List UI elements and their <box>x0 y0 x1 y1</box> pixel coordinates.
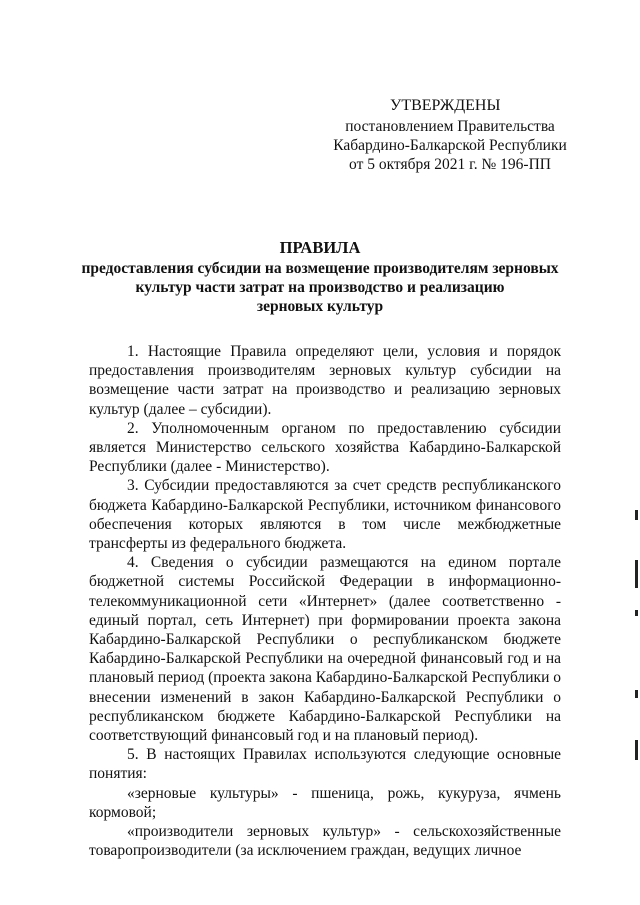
paragraph-1: 1. Настоящие Правила определяют цели, условия и порядок предоставления производителям зерновых культур субсидии на возмещение части затрат на производство и реализацию зерновых культур (далее – субсидии). <box>89 343 561 418</box>
paragraph-2: 2. Уполномоченным органом по предоставлению субсидии является Министерство сельского хозяйства Кабардино-Балкарской Республики (далее - Министерство). <box>89 419 561 476</box>
scan-edge-mark <box>635 560 638 588</box>
approval-stamp <box>300 96 600 174</box>
title-subtitle-line-1: предоставления субсидии на возмещение производителям зерновых <box>81 260 559 277</box>
document-body <box>89 342 561 860</box>
approval-line-1: постановлением Правительства <box>345 118 555 135</box>
scan-edge-mark <box>635 510 638 520</box>
scan-edge-mark <box>635 690 638 698</box>
paragraph-definition-2: «производители зерновых культур» - сельскохозяйственные товаропроизводители (за исключением граждан, ведущих личное <box>89 823 561 860</box>
scan-edge-mark <box>635 610 638 616</box>
paragraph-5: 5. В настоящих Правилах используются следующие основные понятия: <box>89 746 561 783</box>
paragraph-4: 4. Сведения о субсидии размещаются на едином портале бюджетной системы Российской Федерации в информационно-телекоммуникационной сети «Интернет» (далее соответственно - единый портал, сеть Интернет) при формировании проекта закона Кабардино-Балкарской Республики о республиканском бюджете Кабардино-Балкарской Республики на очередной финансовый год и на плановый период (проекта закона Кабардино-Балкарской Республики о внесении изменений в закон Кабардино-Балкарской Республики о республиканском бюджете Кабардино-Балкарской Республики на соответствующий финансовый год и на плановый период). <box>89 554 561 745</box>
approval-heading: УТВЕРЖДЕНЫ <box>390 97 501 114</box>
title-main: ПРАВИЛА <box>279 238 361 257</box>
title-subtitle-line-3: зерновых культур <box>256 298 384 315</box>
approval-line-3: от 5 октября 2021 г. № 196-ПП <box>349 156 551 173</box>
paragraph-3: 3. Субсидии предоставляются за счет средств республиканского бюджета Кабардино-Балкарской Республики, источником финансового обеспечения которых являются в том числе межбюджетные трансферты из федерального бюджета. <box>89 477 561 553</box>
paragraph-definition-1: «зерновые культуры» - пшеница, рожь, кукуруза, ячмень кормовой; <box>89 784 561 821</box>
approval-line-2: Кабардино-Балкарской Республики <box>333 137 567 154</box>
scan-edge-mark <box>635 740 638 760</box>
title-subtitle-line-2: культур части затрат на производство и реализацию <box>135 279 505 296</box>
document-title <box>80 238 560 316</box>
